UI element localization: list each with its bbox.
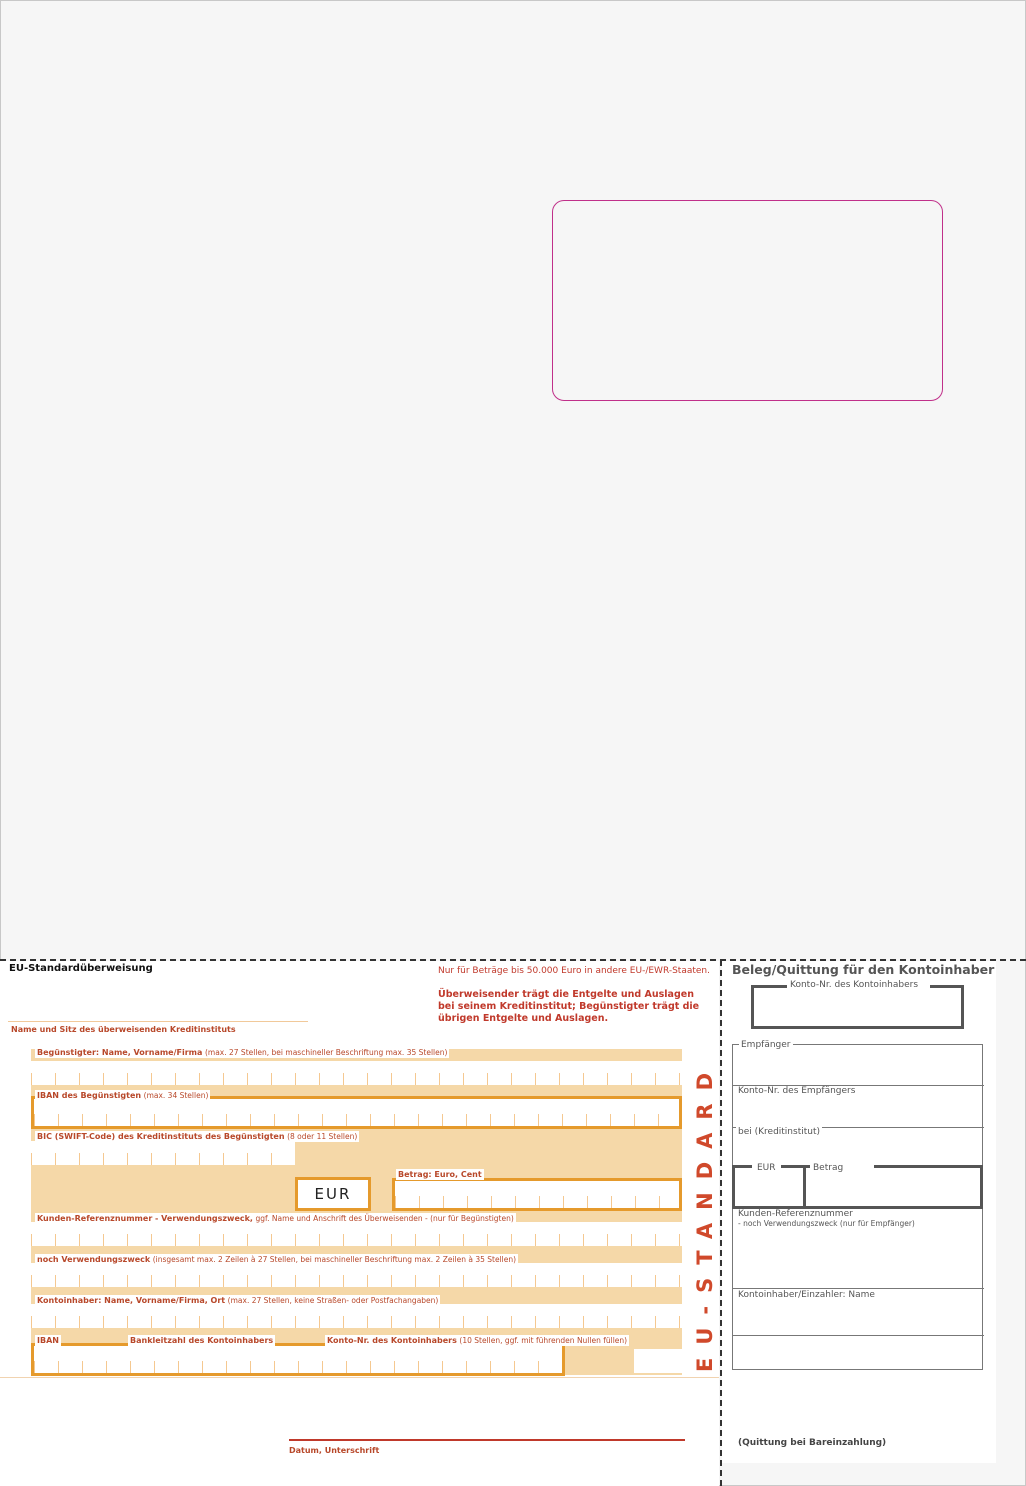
currency-box: EUR [295, 1177, 371, 1211]
holder-field[interactable] [31, 1304, 682, 1328]
receipt-reference-label: Kunden-Referenznummer [738, 1209, 853, 1219]
receipt-amount-divider [803, 1165, 806, 1209]
receipt-amount-top [781, 1165, 806, 1168]
receipt-row-line [733, 1335, 984, 1336]
receipt-title: Beleg/Quittung für den Kontoinhaber [732, 962, 995, 977]
notice-fees: Überweisender trägt die Entgelte und Auslagen bei seinem Kreditinstitut; Begünstigter trägt die übrigen Entgelte und Auslagen. [438, 989, 700, 1024]
receipt-account-box[interactable] [751, 985, 964, 1029]
purpose2-field[interactable] [31, 1263, 682, 1287]
receipt-recipient-label: Empfänger [741, 1040, 791, 1050]
check-digit-field[interactable] [634, 1349, 682, 1373]
signature-label: Datum, Unterschrift [289, 1446, 380, 1455]
account-field[interactable] [31, 1343, 565, 1376]
receipt [722, 961, 996, 1463]
receipt-recipient-account-label: Konto-Nr. des Empfängers [738, 1086, 856, 1096]
reference-field[interactable] [31, 1222, 682, 1246]
bic-label: BIC (SWIFT-Code) des Kreditinstituts des Begünstigten (8 oder 11 Stellen) [37, 1132, 358, 1141]
receipt-payer-label: Kontoinhaber/Einzahler: Name [738, 1290, 875, 1300]
receipt-row-line [733, 1288, 984, 1289]
bank-line [8, 1021, 308, 1022]
receipt-account-box-top-right [930, 985, 964, 988]
holder-label: Kontoinhaber: Name, Vorname/Firma, Ort (max. 27 Stellen, keine Straßen- oder Postfachangaben) [37, 1296, 439, 1305]
eu-standard-vertical: EU-STANDARD [693, 1059, 718, 1373]
account-label: Konto-Nr. des Kontoinhabers (10 Stellen, ggf. mit führenden Nullen füllen) [327, 1336, 628, 1345]
receipt-amount-top [806, 1165, 810, 1168]
receipt-bank-label: bei (Kreditinstitut) [738, 1127, 821, 1137]
bank-label: Name und Sitz des überweisenden Kreditinstituts [11, 1025, 236, 1034]
form-title: EU-Standardüberweisung [9, 963, 153, 974]
beneficiary-field[interactable] [31, 1061, 682, 1085]
amount-label: Betrag: Euro, Cent [398, 1170, 482, 1179]
receipt-cash-label: (Quittung bei Bareinzahlung) [738, 1438, 887, 1448]
blz-label: Bankleitzahl des Kontoinhabers [130, 1336, 274, 1345]
bic-field[interactable] [31, 1141, 295, 1165]
iban-short-label: IBAN [37, 1336, 59, 1345]
notice-limit: Nur für Beträge bis 50.000 Euro in andere EU-/EWR-Staaten. [438, 966, 710, 976]
purpose2-label: noch Verwendungszweck (insgesamt max. 2 Zeilen à 27 Stellen, bei maschineller Beschriftung max. 2 Zeilen à 35 Stellen) [37, 1255, 517, 1264]
transfer-form [0, 961, 719, 1486]
receipt-account-holder-label: Konto-Nr. des Kontoinhabers [790, 980, 919, 990]
receipt-currency-label: EUR [757, 1163, 776, 1173]
amount-field[interactable] [392, 1178, 682, 1211]
address-window [552, 200, 943, 401]
signature-line [289, 1439, 685, 1441]
receipt-amount-label: Betrag [813, 1163, 844, 1173]
receipt-reference-hint: - noch Verwendungszweck (nur für Empfänger) [738, 1219, 915, 1228]
receipt-amount-top [732, 1165, 752, 1168]
receipt-amount-top [874, 1165, 983, 1168]
receipt-account-box-top-left [751, 985, 787, 988]
separator-line [0, 1377, 719, 1378]
reference-label: Kunden-Referenznummer - Verwendungszweck, ggf. Name und Anschrift des Überweisenden - (nur für Begünstigten) [37, 1214, 514, 1223]
beneficiary-label: Begünstigter: Name, Vorname/Firma (max. 27 Stellen, bei maschineller Beschriftung max. 35 Stellen) [37, 1048, 448, 1057]
iban-label: IBAN des Begünstigten (max. 34 Stellen) [37, 1091, 209, 1100]
transfer-slip [31, 1049, 682, 1375]
